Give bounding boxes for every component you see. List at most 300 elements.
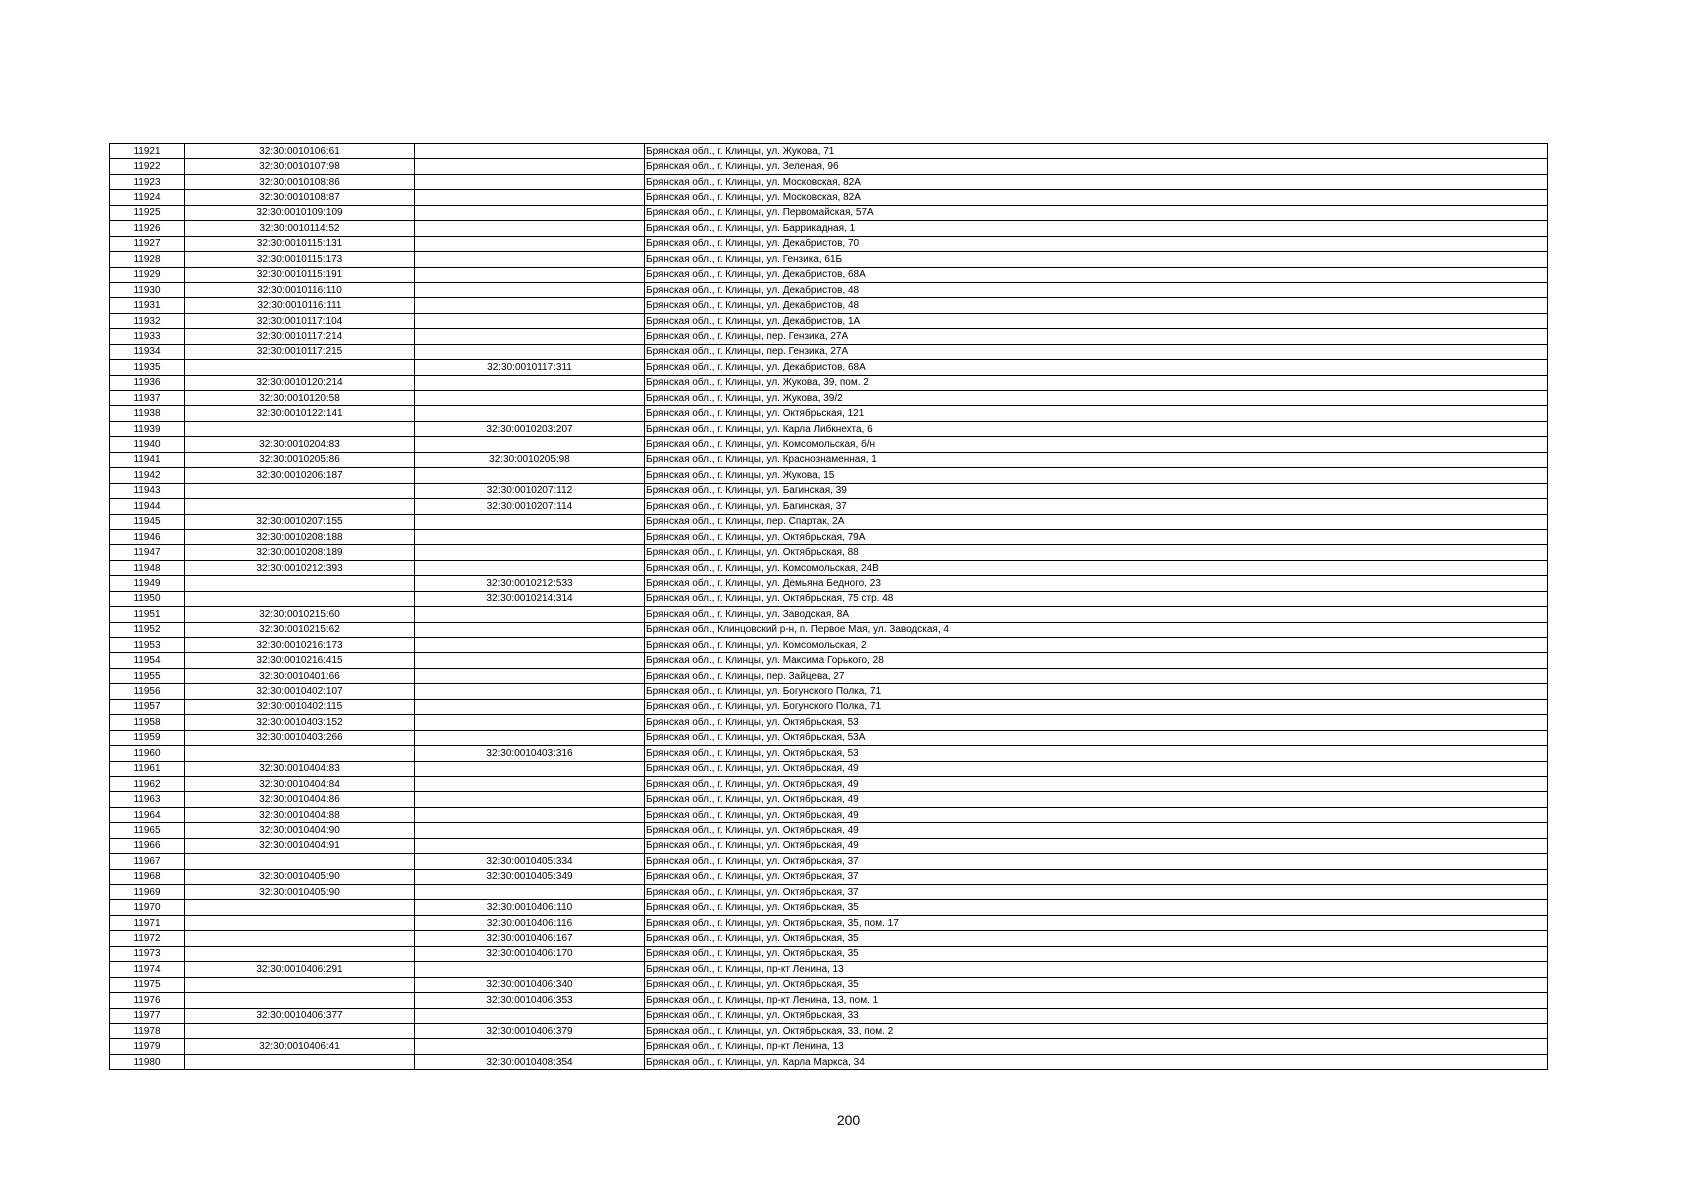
row-number-cell: 11958: [110, 715, 185, 730]
address-cell: Брянская обл., г. Клинцы, ул. Краснознаменная, 1: [645, 452, 1548, 467]
table-row: [110, 282, 1548, 297]
cadastral-number-cell: 32:30:0010116:111: [185, 298, 415, 313]
table-row: [110, 545, 1548, 560]
row-number-cell: 11921: [110, 144, 185, 159]
row-number-cell: 11965: [110, 823, 185, 838]
cadastral-number-cell: 32:30:0010114:52: [185, 221, 415, 236]
table-row: [110, 560, 1548, 575]
row-number-cell: 11974: [110, 962, 185, 977]
cadastral-number-cell: 32:30:0010117:214: [185, 329, 415, 344]
address-cell: Брянская обл., г. Клинцы, ул. Октябрьская, 49: [645, 776, 1548, 791]
row-number-cell: 11924: [110, 190, 185, 205]
address-cell: Брянская обл., г. Клинцы, ул. Декабристов, 70: [645, 236, 1548, 251]
table-row: [110, 653, 1548, 668]
related-cadastral-number-cell: [415, 329, 645, 344]
cadastral-number-cell: 32:30:0010402:115: [185, 699, 415, 714]
row-number-cell: 11922: [110, 159, 185, 174]
table-row: [110, 1023, 1548, 1038]
row-number-cell: 11945: [110, 514, 185, 529]
cadastral-number-cell: [185, 854, 415, 869]
table-row: [110, 159, 1548, 174]
row-number-cell: 11940: [110, 437, 185, 452]
table-row: [110, 391, 1548, 406]
address-cell: Брянская обл., г. Клинцы, ул. Октябрьская, 49: [645, 807, 1548, 822]
cadastral-number-cell: 32:30:0010207:155: [185, 514, 415, 529]
table-row: [110, 684, 1548, 699]
related-cadastral-number-cell: [415, 468, 645, 483]
table-row: [110, 977, 1548, 992]
related-cadastral-number-cell: 32:30:0010406:353: [415, 993, 645, 1008]
address-cell: Брянская обл., г. Клинцы, ул. Октябрьская, 49: [645, 823, 1548, 838]
table-row: [110, 915, 1548, 930]
row-number-cell: 11931: [110, 298, 185, 313]
cadastral-number-cell: [185, 499, 415, 514]
related-cadastral-number-cell: [415, 375, 645, 390]
table-row: [110, 931, 1548, 946]
cadastral-number-cell: 32:30:0010212:393: [185, 560, 415, 575]
row-number-cell: 11978: [110, 1023, 185, 1038]
related-cadastral-number-cell: [415, 792, 645, 807]
cadastral-number-cell: 32:30:0010404:86: [185, 792, 415, 807]
row-number-cell: 11946: [110, 529, 185, 544]
table-row: [110, 406, 1548, 421]
row-number-cell: 11968: [110, 869, 185, 884]
row-number-cell: 11962: [110, 776, 185, 791]
row-number-cell: 11936: [110, 375, 185, 390]
address-cell: Брянская обл., г. Клинцы, пер. Спартак, 2А: [645, 514, 1548, 529]
row-number-cell: 11977: [110, 1008, 185, 1023]
row-number-cell: 11967: [110, 854, 185, 869]
table-row: [110, 421, 1548, 436]
row-number-cell: 11941: [110, 452, 185, 467]
cadastral-number-cell: [185, 946, 415, 961]
cadastral-number-cell: 32:30:0010215:62: [185, 622, 415, 637]
row-number-cell: 11963: [110, 792, 185, 807]
cadastral-number-cell: [185, 900, 415, 915]
address-cell: Брянская обл., г. Клинцы, ул. Первомайская, 57А: [645, 205, 1548, 220]
related-cadastral-number-cell: [415, 205, 645, 220]
related-cadastral-number-cell: 32:30:0010406:379: [415, 1023, 645, 1038]
address-cell: Брянская обл., г. Клинцы, ул. Московская, 82А: [645, 190, 1548, 205]
table-row: [110, 252, 1548, 267]
address-cell: Брянская обл., г. Клинцы, пр-кт Ленина, 13: [645, 962, 1548, 977]
address-cell: Брянская обл., г. Клинцы, ул. Декабристов, 1А: [645, 313, 1548, 328]
cadastral-number-cell: [185, 1054, 415, 1069]
table-row: [110, 205, 1548, 220]
row-number-cell: 11972: [110, 931, 185, 946]
related-cadastral-number-cell: [415, 437, 645, 452]
address-cell: Брянская обл., г. Клинцы, ул. Октябрьская, 49: [645, 792, 1548, 807]
cadastral-number-cell: 32:30:0010404:88: [185, 807, 415, 822]
table-row: [110, 622, 1548, 637]
row-number-cell: 11930: [110, 282, 185, 297]
table-row: [110, 823, 1548, 838]
address-cell: Брянская обл., г. Клинцы, ул. Октябрьская, 37: [645, 854, 1548, 869]
table-row: [110, 885, 1548, 900]
address-cell: Брянская обл., г. Клинцы, ул. Баррикадная, 1: [645, 221, 1548, 236]
table-row: [110, 514, 1548, 529]
row-number-cell: 11951: [110, 607, 185, 622]
row-number-cell: 11948: [110, 560, 185, 575]
address-cell: Брянская обл., г. Клинцы, пер. Зайцева, 27: [645, 668, 1548, 683]
table-row: [110, 236, 1548, 251]
address-cell: Брянская обл., г. Клинцы, ул. Багинская, 39: [645, 483, 1548, 498]
related-cadastral-number-cell: [415, 252, 645, 267]
related-cadastral-number-cell: 32:30:0010405:334: [415, 854, 645, 869]
cadastral-number-cell: 32:30:0010108:87: [185, 190, 415, 205]
related-cadastral-number-cell: [415, 406, 645, 421]
row-number-cell: 11942: [110, 468, 185, 483]
cadastral-number-cell: [185, 421, 415, 436]
address-cell: Брянская обл., г. Клинцы, ул. Зеленая, 96: [645, 159, 1548, 174]
row-number-cell: 11969: [110, 885, 185, 900]
related-cadastral-number-cell: 32:30:0010203:207: [415, 421, 645, 436]
table-row: [110, 174, 1548, 189]
cadastral-number-cell: [185, 591, 415, 606]
table-row: [110, 144, 1548, 159]
address-cell: Брянская обл., г. Клинцы, ул. Декабристов, 48: [645, 298, 1548, 313]
related-cadastral-number-cell: 32:30:0010214:314: [415, 591, 645, 606]
related-cadastral-number-cell: [415, 282, 645, 297]
cadastral-number-cell: 32:30:0010406:377: [185, 1008, 415, 1023]
row-number-cell: 11980: [110, 1054, 185, 1069]
cadastral-number-cell: 32:30:0010403:152: [185, 715, 415, 730]
table-row: [110, 993, 1548, 1008]
table-row: [110, 499, 1548, 514]
related-cadastral-number-cell: [415, 159, 645, 174]
related-cadastral-number-cell: [415, 622, 645, 637]
address-cell: Брянская обл., г. Клинцы, ул. Октябрьская, 53: [645, 746, 1548, 761]
address-cell: Брянская обл., г. Клинцы, ул. Богунского Полка, 71: [645, 699, 1548, 714]
table-row: [110, 483, 1548, 498]
address-cell: Брянская обл., г. Клинцы, ул. Октябрьская, 37: [645, 885, 1548, 900]
address-cell: Брянская обл., г. Клинцы, ул. Гензика, 61Б: [645, 252, 1548, 267]
cadastral-number-cell: 32:30:0010108:86: [185, 174, 415, 189]
cadastral-number-cell: 32:30:0010120:58: [185, 391, 415, 406]
address-cell: Брянская обл., г. Клинцы, ул. Октябрьская, 88: [645, 545, 1548, 560]
table-row: [110, 838, 1548, 853]
address-cell: Брянская обл., г. Клинцы, ул. Октябрьская, 49: [645, 761, 1548, 776]
table-row: [110, 730, 1548, 745]
address-cell: Брянская обл., г. Клинцы, ул. Комсомольская, 24В: [645, 560, 1548, 575]
row-number-cell: 11925: [110, 205, 185, 220]
cadastral-number-cell: 32:30:0010216:415: [185, 653, 415, 668]
related-cadastral-number-cell: [415, 699, 645, 714]
table-row: [110, 869, 1548, 884]
row-number-cell: 11949: [110, 576, 185, 591]
related-cadastral-number-cell: [415, 885, 645, 900]
related-cadastral-number-cell: [415, 514, 645, 529]
row-number-cell: 11934: [110, 344, 185, 359]
table-row: [110, 221, 1548, 236]
row-number-cell: 11957: [110, 699, 185, 714]
table-row: [110, 668, 1548, 683]
cadastral-number-cell: [185, 746, 415, 761]
table-row: [110, 576, 1548, 591]
address-cell: Брянская обл., г. Клинцы, ул. Жукова, 39, пом. 2: [645, 375, 1548, 390]
table-row: [110, 267, 1548, 282]
cadastral-number-cell: 32:30:0010115:173: [185, 252, 415, 267]
cadastral-number-cell: 32:30:0010405:90: [185, 885, 415, 900]
table-row: [110, 1039, 1548, 1054]
row-number-cell: 11960: [110, 746, 185, 761]
table-row: [110, 715, 1548, 730]
related-cadastral-number-cell: [415, 144, 645, 159]
address-cell: Брянская обл., г. Клинцы, ул. Заводская, 8А: [645, 607, 1548, 622]
related-cadastral-number-cell: [415, 653, 645, 668]
row-number-cell: 11929: [110, 267, 185, 282]
cadastral-number-cell: [185, 360, 415, 375]
related-cadastral-number-cell: [415, 684, 645, 699]
table-row: [110, 298, 1548, 313]
address-cell: Брянская обл., г. Клинцы, ул. Жукова, 15: [645, 468, 1548, 483]
row-number-cell: 11928: [110, 252, 185, 267]
cadastral-number-cell: 32:30:0010404:90: [185, 823, 415, 838]
address-cell: Брянская обл., г. Клинцы, ул. Октябрьская, 35, пом. 17: [645, 915, 1548, 930]
address-cell: Брянская обл., г. Клинцы, ул. Октябрьская, 53А: [645, 730, 1548, 745]
related-cadastral-number-cell: [415, 221, 645, 236]
cadastral-number-cell: 32:30:0010208:188: [185, 529, 415, 544]
table-row: [110, 607, 1548, 622]
address-cell: Брянская обл., г. Клинцы, ул. Декабристов, 68А: [645, 360, 1548, 375]
related-cadastral-number-cell: 32:30:0010117:311: [415, 360, 645, 375]
table-row: [110, 1054, 1548, 1069]
row-number-cell: 11947: [110, 545, 185, 560]
table-row: [110, 638, 1548, 653]
related-cadastral-number-cell: [415, 807, 645, 822]
table-row: [110, 746, 1548, 761]
row-number-cell: 11923: [110, 174, 185, 189]
cadastral-number-cell: 32:30:0010403:266: [185, 730, 415, 745]
cadastral-number-cell: 32:30:0010109:109: [185, 205, 415, 220]
cadastral-number-cell: 32:30:0010406:41: [185, 1039, 415, 1054]
address-cell: Брянская обл., г. Клинцы, ул. Жукова, 71: [645, 144, 1548, 159]
row-number-cell: 11944: [110, 499, 185, 514]
address-cell: Брянская обл., г. Клинцы, ул. Октябрьская, 49: [645, 838, 1548, 853]
cadastral-number-cell: 32:30:0010404:83: [185, 761, 415, 776]
row-number-cell: 11926: [110, 221, 185, 236]
cadastral-number-cell: 32:30:0010208:189: [185, 545, 415, 560]
table-row: [110, 591, 1548, 606]
table-row: [110, 360, 1548, 375]
cadastral-number-cell: 32:30:0010120:214: [185, 375, 415, 390]
cadastral-number-cell: 32:30:0010106:61: [185, 144, 415, 159]
table-row: [110, 761, 1548, 776]
address-cell: Брянская обл., г. Клинцы, пр-кт Ленина, 13: [645, 1039, 1548, 1054]
address-cell: Брянская обл., г. Клинцы, ул. Октябрьская, 35: [645, 977, 1548, 992]
related-cadastral-number-cell: [415, 1008, 645, 1023]
cadastral-number-cell: 32:30:0010117:104: [185, 313, 415, 328]
cadastral-number-cell: 32:30:0010107:98: [185, 159, 415, 174]
address-cell: Брянская обл., г. Клинцы, ул. Богунского Полка, 71: [645, 684, 1548, 699]
related-cadastral-number-cell: [415, 344, 645, 359]
row-number-cell: 11975: [110, 977, 185, 992]
related-cadastral-number-cell: [415, 638, 645, 653]
cadastral-number-cell: [185, 931, 415, 946]
table-row: [110, 900, 1548, 915]
table-row: [110, 776, 1548, 791]
row-number-cell: 11933: [110, 329, 185, 344]
cadastral-number-cell: 32:30:0010116:110: [185, 282, 415, 297]
cadastral-number-cell: 32:30:0010115:131: [185, 236, 415, 251]
related-cadastral-number-cell: [415, 962, 645, 977]
table-row: [110, 190, 1548, 205]
cadastral-number-cell: 32:30:0010401:66: [185, 668, 415, 683]
table-row: [110, 807, 1548, 822]
related-cadastral-number-cell: [415, 313, 645, 328]
table-row: [110, 699, 1548, 714]
address-cell: Брянская обл., г. Клинцы, ул. Максима Горького, 28: [645, 653, 1548, 668]
registry-table-body: [110, 144, 1548, 1070]
row-number-cell: 11943: [110, 483, 185, 498]
address-cell: Брянская обл., г. Клинцы, ул. Декабристов, 48: [645, 282, 1548, 297]
related-cadastral-number-cell: [415, 190, 645, 205]
address-cell: Брянская обл., г. Клинцы, пер. Гензика, 27А: [645, 344, 1548, 359]
related-cadastral-number-cell: 32:30:0010406:167: [415, 931, 645, 946]
cadastral-number-cell: [185, 483, 415, 498]
address-cell: Брянская обл., г. Клинцы, ул. Комсомольская, 2: [645, 638, 1548, 653]
row-number-cell: 11973: [110, 946, 185, 961]
related-cadastral-number-cell: [415, 560, 645, 575]
cadastral-number-cell: 32:30:0010204:83: [185, 437, 415, 452]
cadastral-number-cell: 32:30:0010117:215: [185, 344, 415, 359]
related-cadastral-number-cell: [415, 607, 645, 622]
row-number-cell: 11955: [110, 668, 185, 683]
row-number-cell: 11976: [110, 993, 185, 1008]
address-cell: Брянская обл., г. Клинцы, ул. Октябрьская, 35: [645, 900, 1548, 915]
address-cell: Брянская обл., г. Клинцы, ул. Октябрьская, 33: [645, 1008, 1548, 1023]
cadastral-number-cell: 32:30:0010115:191: [185, 267, 415, 282]
row-number-cell: 11956: [110, 684, 185, 699]
address-cell: Брянская обл., г. Клинцы, ул. Октябрьская, 35: [645, 946, 1548, 961]
address-cell: Брянская обл., г. Клинцы, ул. Октябрьская, 53: [645, 715, 1548, 730]
cadastral-number-cell: [185, 977, 415, 992]
address-cell: Брянская обл., г. Клинцы, пр-кт Ленина, 13, пом. 1: [645, 993, 1548, 1008]
related-cadastral-number-cell: 32:30:0010207:114: [415, 499, 645, 514]
table-row: [110, 329, 1548, 344]
cadastral-number-cell: [185, 915, 415, 930]
related-cadastral-number-cell: [415, 1039, 645, 1054]
address-cell: Брянская обл., г. Клинцы, ул. Жукова, 39/2: [645, 391, 1548, 406]
cadastral-number-cell: 32:30:0010216:173: [185, 638, 415, 653]
cadastral-number-cell: [185, 576, 415, 591]
cadastral-number-cell: 32:30:0010206:187: [185, 468, 415, 483]
cadastral-number-cell: 32:30:0010404:91: [185, 838, 415, 853]
address-cell: Брянская обл., г. Клинцы, ул. Октябрьская, 37: [645, 869, 1548, 884]
row-number-cell: 11961: [110, 761, 185, 776]
table-row: [110, 962, 1548, 977]
address-cell: Брянская обл., г. Клинцы, ул. Октябрьская, 33, пом. 2: [645, 1023, 1548, 1038]
related-cadastral-number-cell: 32:30:0010406:340: [415, 977, 645, 992]
row-number-cell: 11959: [110, 730, 185, 745]
address-cell: Брянская обл., г. Клинцы, ул. Комсомольская, б/н: [645, 437, 1548, 452]
address-cell: Брянская обл., г. Клинцы, пер. Гензика, 27А: [645, 329, 1548, 344]
address-cell: Брянская обл., г. Клинцы, ул. Демьяна Бедного, 23: [645, 576, 1548, 591]
row-number-cell: 11935: [110, 360, 185, 375]
row-number-cell: 11937: [110, 391, 185, 406]
cadastral-number-cell: 32:30:0010405:90: [185, 869, 415, 884]
row-number-cell: 11953: [110, 638, 185, 653]
related-cadastral-number-cell: 32:30:0010405:349: [415, 869, 645, 884]
row-number-cell: 11950: [110, 591, 185, 606]
related-cadastral-number-cell: [415, 761, 645, 776]
table-row: [110, 854, 1548, 869]
address-cell: Брянская обл., г. Клинцы, ул. Октябрьская, 121: [645, 406, 1548, 421]
address-cell: Брянская обл., г. Клинцы, ул. Октябрьская, 75 стр. 48: [645, 591, 1548, 606]
address-cell: Брянская обл., г. Клинцы, ул. Московская, 82А: [645, 174, 1548, 189]
address-cell: Брянская обл., г. Клинцы, ул. Декабристов, 68А: [645, 267, 1548, 282]
related-cadastral-number-cell: 32:30:0010207:112: [415, 483, 645, 498]
row-number-cell: 11966: [110, 838, 185, 853]
row-number-cell: 11970: [110, 900, 185, 915]
related-cadastral-number-cell: 32:30:0010406:170: [415, 946, 645, 961]
related-cadastral-number-cell: 32:30:0010212:533: [415, 576, 645, 591]
related-cadastral-number-cell: [415, 668, 645, 683]
address-cell: Брянская обл., г. Клинцы, ул. Октябрьская, 35: [645, 931, 1548, 946]
table-row: [110, 313, 1548, 328]
cadastral-number-cell: [185, 993, 415, 1008]
related-cadastral-number-cell: [415, 267, 645, 282]
related-cadastral-number-cell: [415, 715, 645, 730]
related-cadastral-number-cell: 32:30:0010205:98: [415, 452, 645, 467]
cadastral-number-cell: 32:30:0010402:107: [185, 684, 415, 699]
related-cadastral-number-cell: 32:30:0010408:354: [415, 1054, 645, 1069]
table-row: [110, 437, 1548, 452]
table-row: [110, 452, 1548, 467]
related-cadastral-number-cell: [415, 236, 645, 251]
address-cell: Брянская обл., г. Клинцы, ул. Карла Маркса, 34: [645, 1054, 1548, 1069]
cadastral-number-cell: [185, 1023, 415, 1038]
table-row: [110, 529, 1548, 544]
row-number-cell: 11939: [110, 421, 185, 436]
address-cell: Брянская обл., Клинцовский р-н, п. Первое Мая, ул. Заводская, 4: [645, 622, 1548, 637]
cadastral-number-cell: 32:30:0010122:141: [185, 406, 415, 421]
cadastral-number-cell: 32:30:0010205:86: [185, 452, 415, 467]
related-cadastral-number-cell: [415, 545, 645, 560]
cadastral-number-cell: 32:30:0010215:60: [185, 607, 415, 622]
table-row: [110, 375, 1548, 390]
address-cell: Брянская обл., г. Клинцы, ул. Карла Либкнехта, 6: [645, 421, 1548, 436]
address-cell: Брянская обл., г. Клинцы, ул. Октябрьская, 79А: [645, 529, 1548, 544]
page-number: 200: [836, 1112, 861, 1128]
table-row: [110, 792, 1548, 807]
table-row: [110, 1008, 1548, 1023]
related-cadastral-number-cell: 32:30:0010406:116: [415, 915, 645, 930]
related-cadastral-number-cell: [415, 529, 645, 544]
cadastral-number-cell: 32:30:0010404:84: [185, 776, 415, 791]
row-number-cell: 11954: [110, 653, 185, 668]
related-cadastral-number-cell: 32:30:0010406:110: [415, 900, 645, 915]
cadastral-number-cell: 32:30:0010406:291: [185, 962, 415, 977]
row-number-cell: 11964: [110, 807, 185, 822]
row-number-cell: 11938: [110, 406, 185, 421]
row-number-cell: 11932: [110, 313, 185, 328]
related-cadastral-number-cell: 32:30:0010403:316: [415, 746, 645, 761]
address-cell: Брянская обл., г. Клинцы, ул. Багинская, 37: [645, 499, 1548, 514]
table-row: [110, 468, 1548, 483]
row-number-cell: 11979: [110, 1039, 185, 1054]
related-cadastral-number-cell: [415, 174, 645, 189]
row-number-cell: 11971: [110, 915, 185, 930]
table-row: [110, 344, 1548, 359]
related-cadastral-number-cell: [415, 391, 645, 406]
related-cadastral-number-cell: [415, 776, 645, 791]
row-number-cell: 11952: [110, 622, 185, 637]
row-number-cell: 11927: [110, 236, 185, 251]
table-row: [110, 946, 1548, 961]
related-cadastral-number-cell: [415, 730, 645, 745]
related-cadastral-number-cell: [415, 838, 645, 853]
